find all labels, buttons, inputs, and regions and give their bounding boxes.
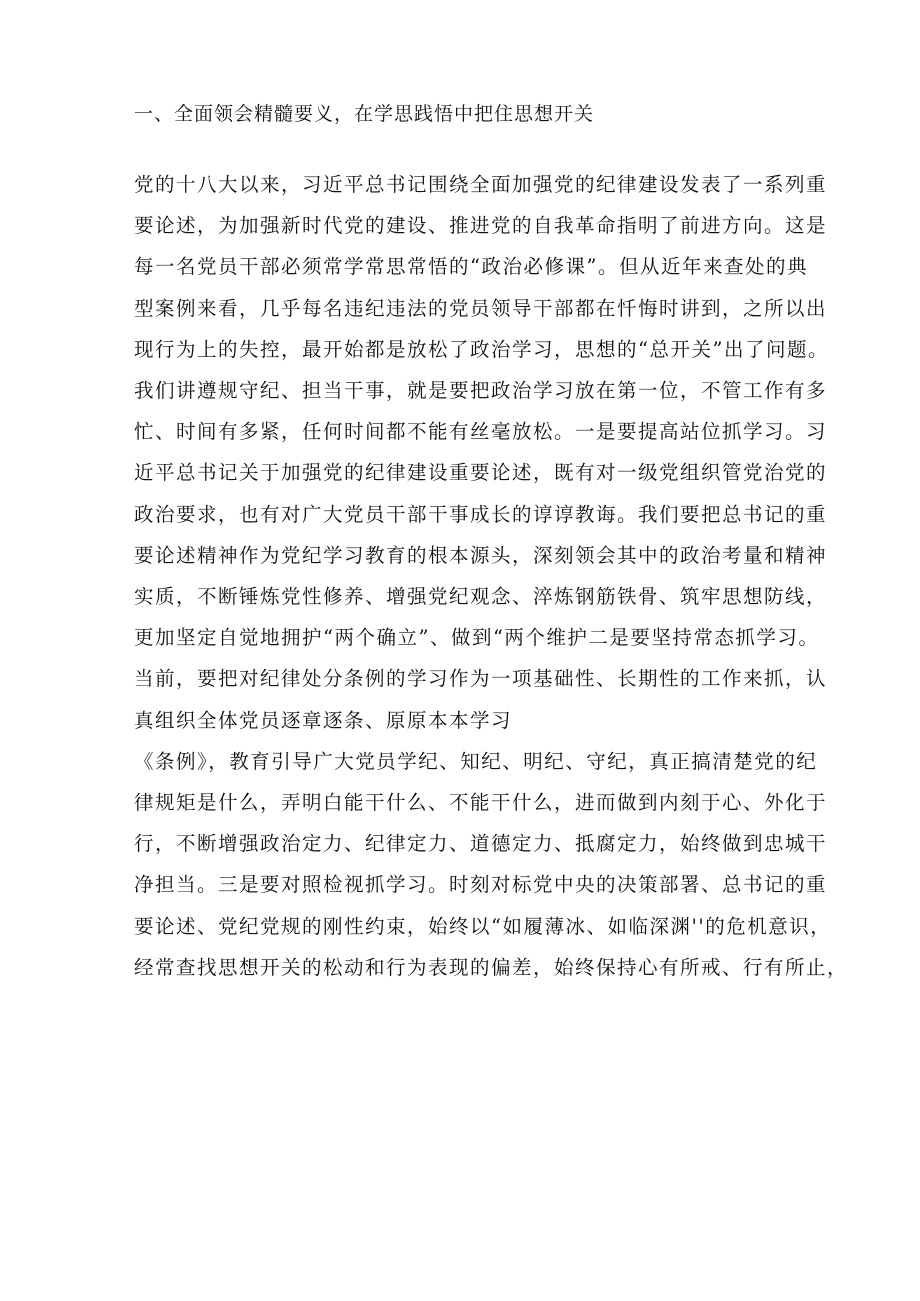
text-line: 型案例来看，几乎每名违纪违法的党员领导干部都在忏悔时讲到，之所以出 bbox=[134, 296, 828, 320]
text-line: 我们讲遵规守纪、担当干事，就是要把政治学习放在第一位，不管工作有多 bbox=[134, 379, 828, 403]
text-line: 忙、时间有多紧，任何时间都不能有丝毫放松。一是要提高站位抓学习。习 bbox=[134, 420, 828, 444]
text-line: 现行为上的失控，最开始都是放松了政治学习，思想的“总开关”出了问题。 bbox=[134, 337, 829, 361]
text-line: 更加坚定自觉地拥护“两个确立”、做到“两个维护二是要坚持常态抓学习。 bbox=[134, 626, 820, 650]
text-line: 《条例》，教育引导广大党员学纪、知纪、明纪、守纪，真正搞清楚党的纪 bbox=[134, 749, 818, 773]
text-line: 行，不断增强政治定力、纪律定力、道德定力、抵腐定力，始终做到忠城干 bbox=[134, 832, 828, 856]
text-line: 要论述精神作为党纪学习教育的根本源头，深刻领会其中的政治考量和精神 bbox=[134, 543, 828, 567]
section-heading: 一、全面领会精髓要义，在学思践悟中把住思想开关 bbox=[134, 103, 595, 125]
text-line: 政治要求，也有对广大党员干部干事成长的谆谆教诲。我们要把总书记的重 bbox=[134, 502, 828, 526]
text-line: 每一名党员干部必须常学常思常悟的“政治必修课”。但从近年来查处的典 bbox=[134, 255, 808, 279]
text-line: 净担当。三是要对照检视抓学习。时刻对标党中央的决策部署、总书记的重 bbox=[134, 873, 828, 897]
text-line: 经常查找思想开关的松动和行为表现的偏差，始终保持心有所戒、行有所止， bbox=[134, 955, 849, 979]
text-line: 律规矩是什么，弄明白能干什么、不能干什么，进而做到内刻于心、外化于 bbox=[134, 791, 828, 815]
text-line: 真组织全体党员逐章逐条、原原本本学习 bbox=[134, 708, 513, 732]
text-line: 要论述，为加强新时代党的建设、推进党的自我革命指明了前进方向。这是 bbox=[134, 214, 828, 238]
text-line: 近平总书记关于加强党的纪律建设重要论述，既有对一级党组织管党治党的 bbox=[134, 461, 828, 485]
text-line: 要论述、党纪党规的刚性约束，始终以“如履薄冰、如临深渊''的危机意识， bbox=[134, 914, 832, 938]
text-line: 实质，不断锤炼党性修养、增强党纪观念、淬炼钢筋铁骨、筑牢思想防线， bbox=[134, 585, 828, 609]
body-paragraph bbox=[134, 164, 849, 988]
text-line: 党的十八大以来，习近平总书记围绕全面加强党的纪律建设发表了一系列重 bbox=[134, 173, 828, 196]
text-line: 当前，要把对纪律处分条例的学习作为一项基础性、长期性的工作来抓，认 bbox=[134, 667, 828, 691]
